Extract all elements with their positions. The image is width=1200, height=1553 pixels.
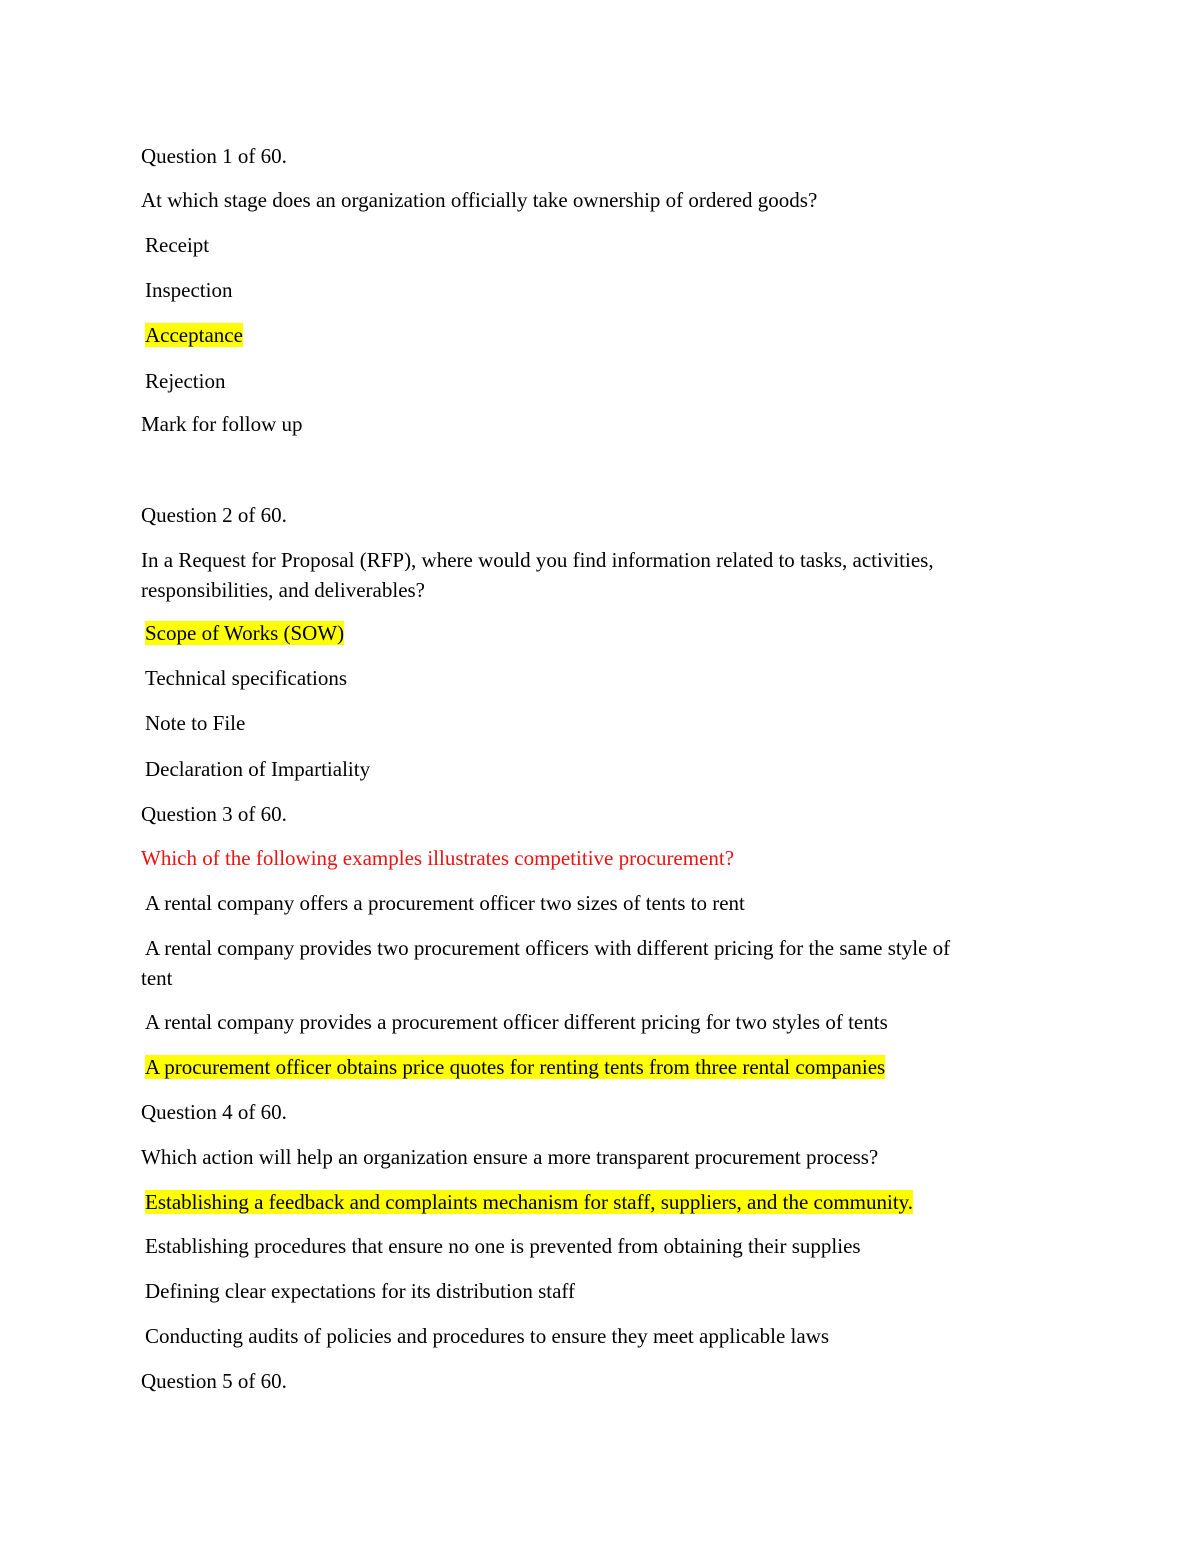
- question-1-prompt: At which stage does an organization officially take ownership of ordered goods?: [141, 188, 818, 212]
- option-text: Conducting audits of policies and procedures to ensure they meet applicable laws: [145, 1324, 830, 1348]
- question-4-option-3[interactable]: [145, 1276, 1065, 1306]
- question-2-header: Question 2 of 60.: [141, 503, 287, 527]
- option-text: Declaration of Impartiality: [145, 757, 371, 781]
- question-4-header: Question 4 of 60.: [141, 1100, 287, 1124]
- option-text: A rental company provides a procurement officer different pricing for two styles of tents: [145, 1010, 888, 1034]
- option-text: Technical specifications: [145, 666, 348, 690]
- question-4-prompt: Which action will help an organization ensure a more transparent procurement process?: [141, 1145, 879, 1169]
- highlighted-answer: Establishing a feedback and complaints mechanism for staff, suppliers, and the community.: [145, 1190, 914, 1214]
- question-3-header: Question 3 of 60.: [141, 802, 287, 826]
- highlighted-answer: Scope of Works (SOW): [145, 621, 345, 645]
- question-3-option-2-continuation: tent: [141, 966, 173, 990]
- question-1-header: Question 1 of 60.: [141, 144, 287, 168]
- option-text: Rejection: [145, 369, 226, 393]
- highlighted-answer: Acceptance: [145, 323, 243, 347]
- option-text: A rental company offers a procurement officer two sizes of tents to rent: [145, 891, 745, 915]
- option-text: Receipt: [145, 233, 210, 257]
- question-1-option-1[interactable]: [145, 230, 1065, 260]
- question-3-option-3[interactable]: [145, 1007, 1065, 1037]
- question-2-prompt-line-1: In a Request for Proposal (RFP), where would you find information related to tasks, activities,: [141, 548, 934, 572]
- question-4-option-2[interactable]: [145, 1231, 1065, 1261]
- highlighted-answer: A procurement officer obtains price quotes for renting tents from three rental companies: [145, 1055, 886, 1079]
- question-3-prompt: Which of the following examples illustrates competitive procurement?: [141, 846, 735, 870]
- mark-for-follow-up[interactable]: Mark for follow up: [141, 412, 303, 436]
- question-2-option-3[interactable]: [145, 708, 1065, 738]
- question-4-option-4[interactable]: [145, 1321, 1065, 1351]
- question-1-option-2[interactable]: [145, 275, 1065, 305]
- question-1-option-4[interactable]: [145, 366, 1065, 396]
- question-3-option-2[interactable]: [145, 933, 1065, 963]
- question-1-option-3-correct[interactable]: [145, 320, 1065, 350]
- option-text: Inspection: [145, 278, 233, 302]
- question-4-option-1-correct[interactable]: [145, 1187, 1065, 1217]
- question-2-option-2[interactable]: [145, 663, 1065, 693]
- question-5-header: Question 5 of 60.: [141, 1369, 287, 1393]
- question-3-option-1[interactable]: [145, 888, 1065, 918]
- option-text: Note to File: [145, 711, 246, 735]
- question-2-option-4[interactable]: [145, 754, 1065, 784]
- question-2-option-1-correct[interactable]: [145, 618, 1065, 648]
- question-2-prompt-line-2: responsibilities, and deliverables?: [141, 578, 426, 602]
- option-text: Defining clear expectations for its distribution staff: [145, 1279, 575, 1303]
- question-3-option-4-correct[interactable]: [145, 1052, 1065, 1082]
- option-text: A rental company provides two procurement officers with different pricing for the same style of: [145, 936, 951, 960]
- option-text: Establishing procedures that ensure no one is prevented from obtaining their supplies: [145, 1234, 861, 1258]
